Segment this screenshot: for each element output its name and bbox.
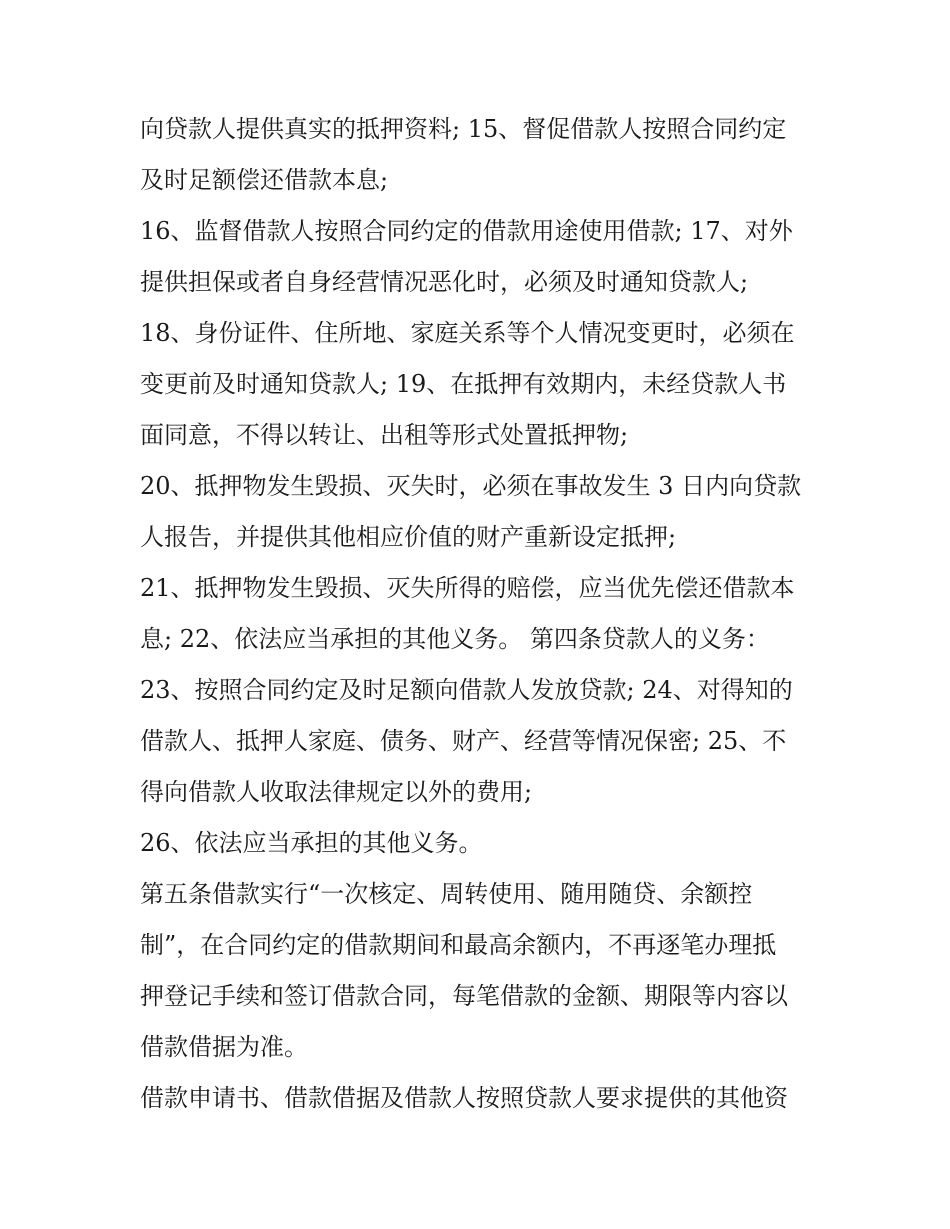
text-line: 第五条借款实行“一次核定、周转使用、随用随贷、余额控 xyxy=(140,880,753,908)
text-line: 借款借据为准。 xyxy=(140,1033,308,1061)
text-line: 向贷款人提供真实的抵押资料; 15、督促借款人按照合同约定 xyxy=(140,115,787,143)
text-line: 借款申请书、借款借据及借款人按照贷款人要求提供的其他资 xyxy=(140,1084,788,1112)
text-line: 息; 22、依法应当承担的其他义务。 第四条贷款人的义务： xyxy=(140,625,770,653)
document-body xyxy=(140,104,830,1124)
text-line: 押登记手续和签订借款合同，每笔借款的金额、期限等内容以 xyxy=(140,982,788,1010)
text-line: 21、抵押物发生毁损、灭失所得的赔偿，应当优先偿还借款本 xyxy=(140,574,795,602)
text-line: 及时足额偿还借款本息; xyxy=(140,166,389,194)
text-line: 18、身份证件、住所地、家庭关系等个人情况变更时，必须在 xyxy=(140,319,795,347)
text-line: 20、抵押物发生毁损、灭失时，必须在事故发生 3 日内向贷款 xyxy=(140,472,802,500)
text-line: 面同意，不得以转让、出租等形式处置抵押物; xyxy=(140,421,629,449)
text-line: 借款人、抵押人家庭、债务、财产、经营等情况保密; 25、不 xyxy=(140,727,787,755)
text-line: 得向借款人收取法律规定以外的费用; xyxy=(140,778,533,806)
text-line: 人报告，并提供其他相应价值的财产重新设定抵押; xyxy=(140,523,677,551)
text-line: 提供担保或者自身经营情况恶化时，必须及时通知贷款人; xyxy=(140,268,749,296)
text-line: 23、按照合同约定及时足额向借款人发放贷款; 24、对得知的 xyxy=(140,676,793,704)
text-line: 制”，在合同约定的借款期间和最高余额内，不再逐笔办理抵 xyxy=(140,931,777,959)
text-line: 变更前及时通知贷款人; 19、在抵押有效期内，未经贷款人书 xyxy=(140,370,787,398)
text-line: 16、监督借款人按照合同约定的借款用途使用借款; 17、对外 xyxy=(140,217,793,245)
text-line: 26、依法应当承担的其他义务。 xyxy=(140,829,483,857)
